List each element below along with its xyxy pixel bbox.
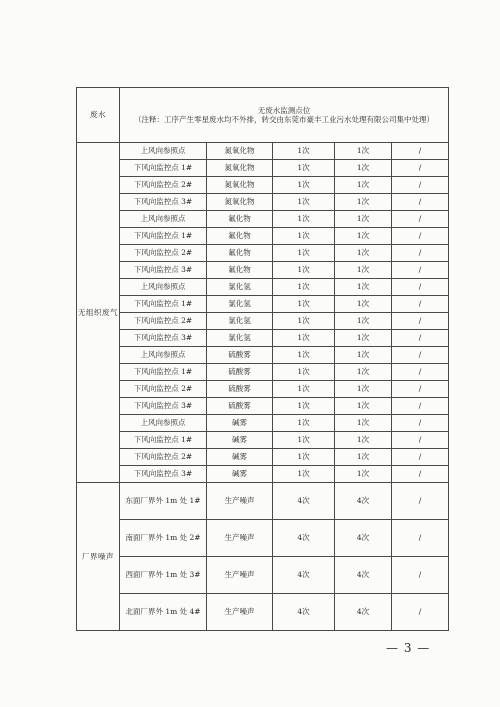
air-row (77, 177, 449, 194)
frequency-3: / (392, 279, 449, 296)
pollutant: 生产噪声 (207, 594, 273, 631)
pollutant: 生产噪声 (207, 520, 273, 557)
frequency-2: 1次 (335, 415, 392, 432)
air-row (77, 262, 449, 279)
air-row (77, 381, 449, 398)
air-row (77, 330, 449, 347)
air-row (77, 279, 449, 296)
air-row (77, 347, 449, 364)
frequency-2: 4次 (335, 594, 392, 631)
pollutant: 硫酸雾 (207, 381, 273, 398)
frequency-3: / (392, 143, 449, 160)
monitoring-point: 上风向参照点 (120, 211, 207, 228)
pollutant: 氟化物 (207, 211, 273, 228)
monitoring-point: 下风向监控点 3# (120, 194, 207, 211)
frequency-3: / (392, 594, 449, 631)
frequency-1: 1次 (273, 296, 335, 313)
frequency-3: / (392, 415, 449, 432)
frequency-2: 1次 (335, 296, 392, 313)
frequency-1: 1次 (273, 364, 335, 381)
pollutant: 氯化氢 (207, 330, 273, 347)
frequency-1: 4次 (273, 557, 335, 594)
pollutant: 氟化物 (207, 262, 273, 279)
frequency-3: / (392, 364, 449, 381)
air-row (77, 398, 449, 415)
frequency-2: 1次 (335, 279, 392, 296)
frequency-2: 1次 (335, 262, 392, 279)
wastewater-note: （注释：工序产生零星废水均不外排，转交由东莞市豪丰工业污水处理有限公司集中处理） (134, 115, 435, 124)
wastewater-category: 废水 (77, 88, 120, 143)
frequency-2: 1次 (335, 381, 392, 398)
monitoring-point: 西面厂界外 1m 处 3# (120, 557, 207, 594)
air-row (77, 466, 449, 483)
frequency-2: 1次 (335, 194, 392, 211)
frequency-2: 1次 (335, 330, 392, 347)
frequency-1: 1次 (273, 279, 335, 296)
frequency-1: 1次 (273, 449, 335, 466)
frequency-1: 1次 (273, 177, 335, 194)
monitoring-point: 上风向参照点 (120, 347, 207, 364)
pollutant: 氮氧化物 (207, 177, 273, 194)
frequency-2: 4次 (335, 557, 392, 594)
air-row (77, 364, 449, 381)
pollutant: 硫酸雾 (207, 364, 273, 381)
monitoring-point: 下风向监控点 2# (120, 449, 207, 466)
pollutant: 氮氧化物 (207, 194, 273, 211)
monitoring-point: 下风向监控点 3# (120, 466, 207, 483)
frequency-2: 4次 (335, 483, 392, 520)
frequency-2: 1次 (335, 313, 392, 330)
noise-row (77, 520, 449, 557)
frequency-3: / (392, 347, 449, 364)
frequency-1: 1次 (273, 245, 335, 262)
pollutant: 氟化物 (207, 245, 273, 262)
frequency-2: 1次 (335, 466, 392, 483)
frequency-2: 1次 (335, 432, 392, 449)
frequency-3: / (392, 483, 449, 520)
air-row (77, 211, 449, 228)
frequency-3: / (392, 466, 449, 483)
air-row (77, 432, 449, 449)
monitoring-point: 下风向监控点 2# (120, 381, 207, 398)
air-row (77, 415, 449, 432)
pollutant: 氯化氢 (207, 313, 273, 330)
frequency-1: 1次 (273, 194, 335, 211)
noise-row (77, 483, 449, 520)
frequency-3: / (392, 211, 449, 228)
monitoring-point: 下风向监控点 3# (120, 330, 207, 347)
monitoring-point: 南面厂界外 1m 处 2# (120, 520, 207, 557)
pollutant: 氟化物 (207, 228, 273, 245)
air-row (77, 245, 449, 262)
air-row (77, 143, 449, 160)
frequency-2: 4次 (335, 520, 392, 557)
air-row (77, 449, 449, 466)
monitoring-point: 下风向监控点 2# (120, 313, 207, 330)
frequency-3: / (392, 262, 449, 279)
frequency-1: 4次 (273, 594, 335, 631)
frequency-1: 1次 (273, 228, 335, 245)
frequency-2: 1次 (335, 364, 392, 381)
page-number: — 3 — (386, 641, 431, 655)
frequency-3: / (392, 160, 449, 177)
frequency-1: 1次 (273, 143, 335, 160)
frequency-3: / (392, 194, 449, 211)
frequency-1: 1次 (273, 432, 335, 449)
monitoring-point: 下风向监控点 1# (120, 160, 207, 177)
monitoring-point: 下风向监控点 1# (120, 296, 207, 313)
frequency-3: / (392, 177, 449, 194)
frequency-3: / (392, 245, 449, 262)
frequency-3: / (392, 313, 449, 330)
frequency-3: / (392, 557, 449, 594)
wastewater-row (77, 88, 449, 143)
wastewater-title: 无废水监测点位 (257, 105, 311, 115)
noise-category: 厂界噪声 (77, 483, 120, 631)
frequency-2: 1次 (335, 143, 392, 160)
frequency-2: 1次 (335, 245, 392, 262)
frequency-3: / (392, 520, 449, 557)
pollutant: 碱雾 (207, 415, 273, 432)
monitoring-point: 下风向监控点 1# (120, 432, 207, 449)
pollutant: 氮氧化物 (207, 160, 273, 177)
frequency-1: 1次 (273, 466, 335, 483)
monitoring-point: 下风向监控点 2# (120, 245, 207, 262)
frequency-1: 1次 (273, 381, 335, 398)
noise-row (77, 557, 449, 594)
frequency-1: 1次 (273, 330, 335, 347)
pollutant: 氯化氢 (207, 279, 273, 296)
frequency-3: / (392, 381, 449, 398)
pollutant: 氮氧化物 (207, 143, 273, 160)
pollutant: 碱雾 (207, 449, 273, 466)
frequency-3: / (392, 228, 449, 245)
monitoring-point: 下风向监控点 1# (120, 364, 207, 381)
frequency-1: 1次 (273, 262, 335, 279)
monitoring-point: 东面厂界外 1m 处 1# (120, 483, 207, 520)
wastewater-note-cell (120, 88, 449, 143)
frequency-1: 4次 (273, 520, 335, 557)
monitoring-point: 上风向参照点 (120, 415, 207, 432)
air-row (77, 228, 449, 245)
pollutant: 碱雾 (207, 432, 273, 449)
monitoring-table-body (77, 88, 449, 631)
air-category: 无组织废气 (77, 143, 120, 483)
pollutant: 碱雾 (207, 466, 273, 483)
frequency-3: / (392, 330, 449, 347)
frequency-2: 1次 (335, 211, 392, 228)
monitoring-table (76, 87, 449, 631)
pollutant: 生产噪声 (207, 557, 273, 594)
frequency-3: / (392, 432, 449, 449)
pollutant: 硫酸雾 (207, 398, 273, 415)
frequency-3: / (392, 296, 449, 313)
frequency-2: 1次 (335, 228, 392, 245)
monitoring-point: 北面厂界外 1m 处 4# (120, 594, 207, 631)
frequency-2: 1次 (335, 347, 392, 364)
frequency-1: 1次 (273, 313, 335, 330)
noise-row (77, 594, 449, 631)
monitoring-point: 下风向监控点 2# (120, 177, 207, 194)
monitoring-point: 下风向监控点 1# (120, 228, 207, 245)
frequency-1: 1次 (273, 398, 335, 415)
frequency-2: 1次 (335, 398, 392, 415)
monitoring-point: 上风向参照点 (120, 143, 207, 160)
frequency-3: / (392, 398, 449, 415)
air-row (77, 313, 449, 330)
frequency-2: 1次 (335, 449, 392, 466)
air-row (77, 160, 449, 177)
frequency-1: 1次 (273, 415, 335, 432)
pollutant: 生产噪声 (207, 483, 273, 520)
frequency-1: 4次 (273, 483, 335, 520)
frequency-2: 1次 (335, 177, 392, 194)
monitoring-point: 上风向参照点 (120, 279, 207, 296)
frequency-2: 1次 (335, 160, 392, 177)
air-row (77, 194, 449, 211)
pollutant: 硫酸雾 (207, 347, 273, 364)
monitoring-point: 下风向监控点 3# (120, 398, 207, 415)
pollutant: 氯化氢 (207, 296, 273, 313)
frequency-1: 1次 (273, 160, 335, 177)
monitoring-point: 下风向监控点 3# (120, 262, 207, 279)
air-row (77, 296, 449, 313)
frequency-1: 1次 (273, 211, 335, 228)
frequency-1: 1次 (273, 347, 335, 364)
frequency-3: / (392, 449, 449, 466)
